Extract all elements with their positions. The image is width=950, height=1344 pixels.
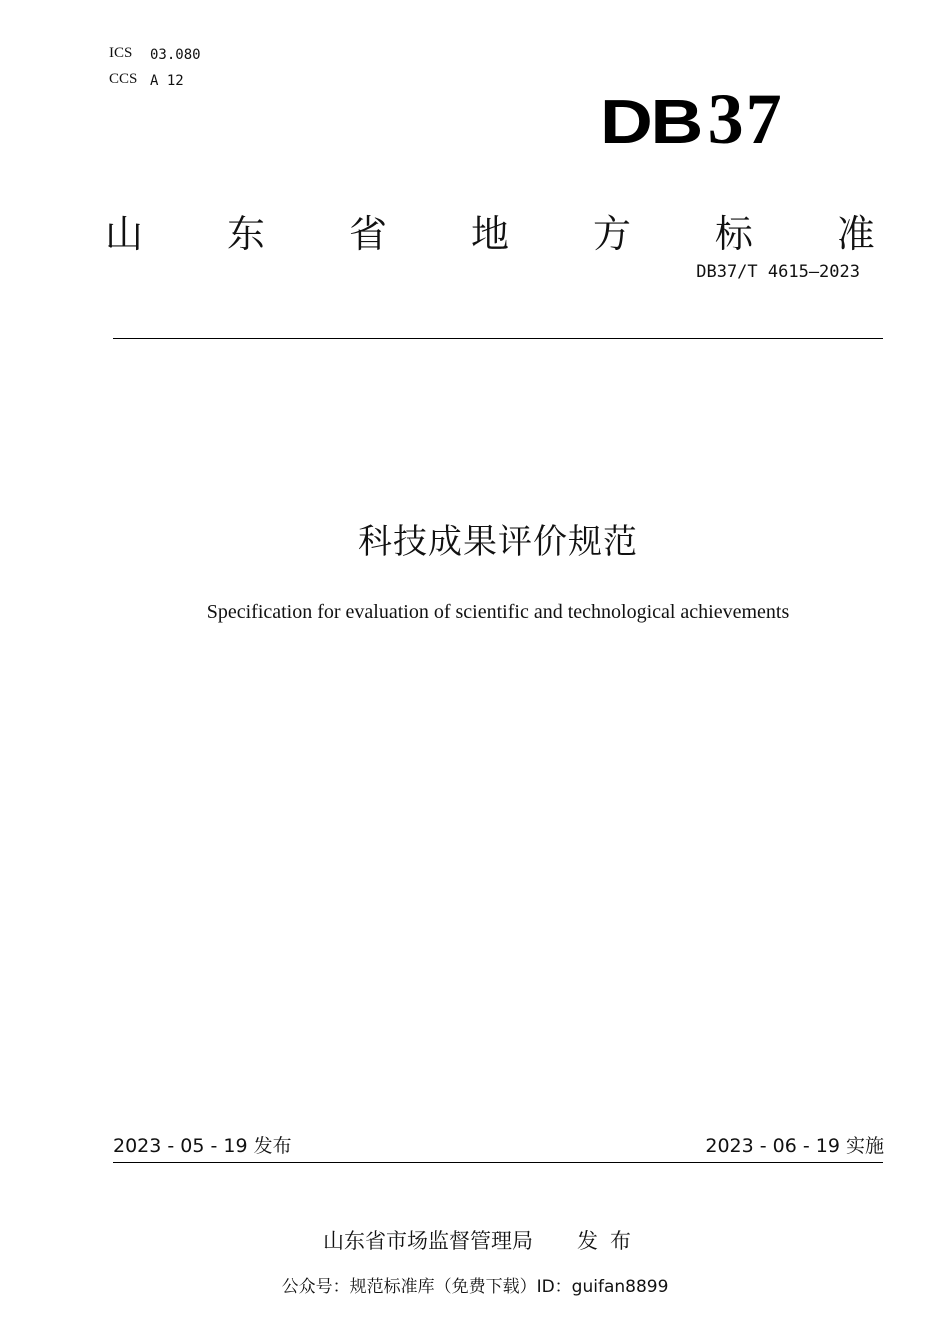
ccs-code: A 12	[150, 73, 184, 89]
standard-type-char: 山	[105, 212, 144, 256]
ccs-label: CCS	[109, 71, 138, 87]
implement-date: 2023 - 06 - 19 实施	[705, 1135, 884, 1157]
bottom-divider	[113, 1162, 883, 1163]
standard-type-char: 方	[592, 212, 631, 256]
footer-note: 公众号：规范标准库（免费下载）ID：guifan8899	[281, 1277, 669, 1297]
top-divider	[113, 338, 883, 339]
title-english: Specification for evaluation of scientific and technological achievements	[206, 601, 790, 623]
publish-date: 2023 - 05 - 19 发布	[113, 1135, 292, 1157]
standard-type-char: 准	[836, 212, 875, 256]
ics-code: 03.080	[150, 47, 201, 63]
publisher	[323, 1226, 643, 1256]
standard-type-char: 地	[470, 212, 509, 256]
standard-type-char: 省	[348, 212, 387, 256]
standard-number: DB37/T 4615—2023	[696, 262, 860, 282]
standard-type-heading	[105, 208, 875, 260]
db37-logo	[600, 79, 784, 159]
logo-number: 37	[707, 79, 784, 159]
title-chinese: 科技成果评价规范	[358, 522, 638, 562]
standard-type-char: 标	[714, 212, 753, 256]
ics-label: ICS	[109, 45, 133, 61]
publisher-action: 发布	[577, 1229, 643, 1253]
standard-type-char: 东	[226, 212, 265, 256]
logo-prefix: DB	[600, 88, 701, 157]
publisher-name: 山东省市场监督管理局	[323, 1229, 533, 1253]
